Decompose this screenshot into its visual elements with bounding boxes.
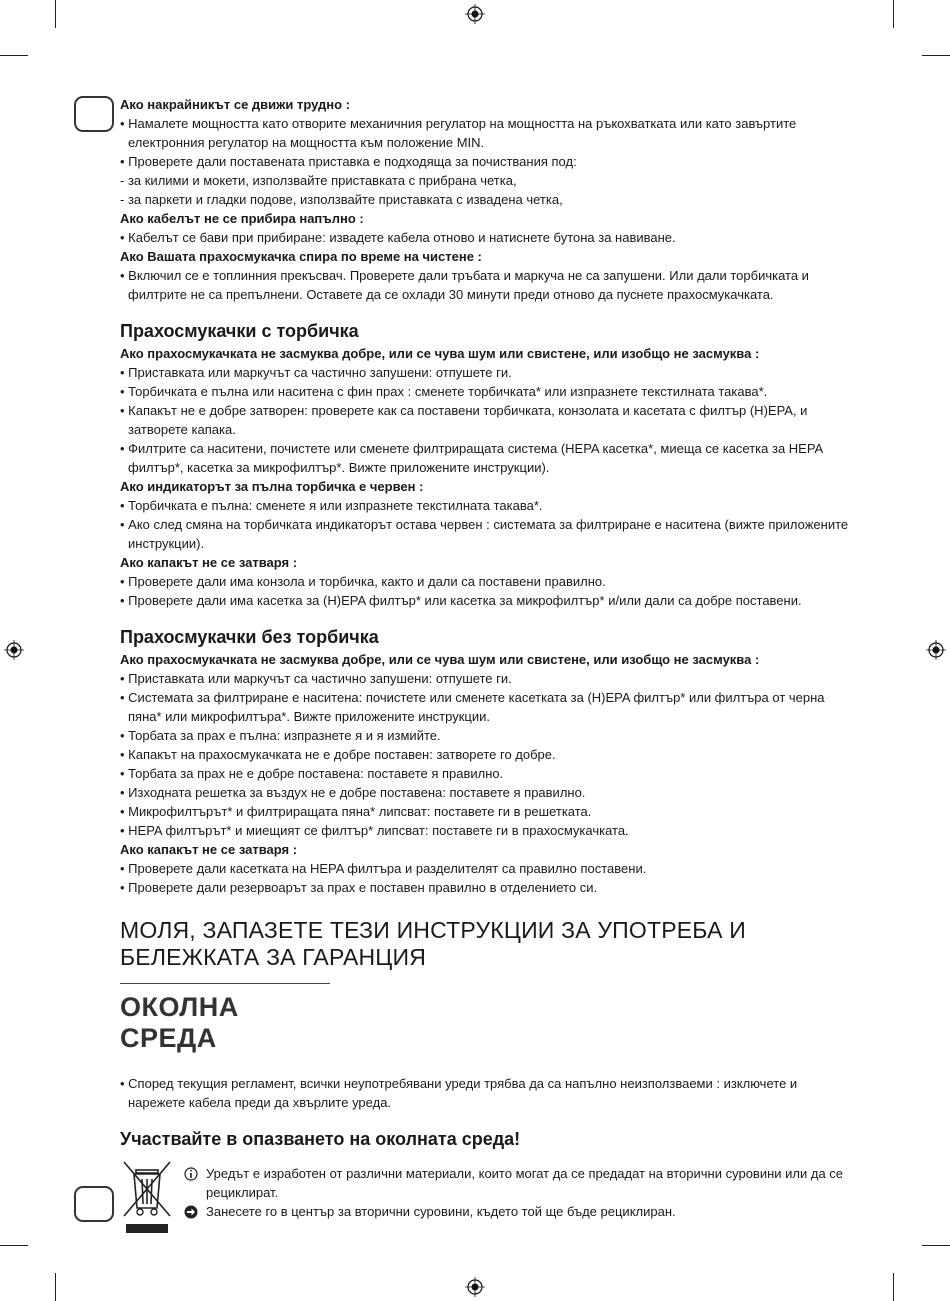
list-item: • Включил се е топлинния прекъсвач. Проверете дали тръбата и маркуча не са запушени. Или дали торбичката и филтрите не са препълнени. Оставете да се охлади 30 минути преди отново да пуснете прахосмукачката. [120,268,809,302]
list-item: • Проверете дали резервоарът за прах е поставен правилно в отделението си. [120,880,598,895]
list-item: • Микрофилтърът* и филтриращата пяна* липсват: поставете ги в решетката. [120,804,592,819]
subheading: Ако капакът не се затваря : [120,842,298,857]
subheading: Ако капакът не се затваря : [120,555,298,570]
intro-section [120,95,856,304]
info-icon [184,1167,198,1181]
crossed-bin-icon [120,1158,174,1236]
list-item: • Намалете мощността като отворите механичния регулатор на мощността на ръкохватката или като завъртите електронния регулатор на мощността към положение MIN. [120,116,797,150]
list-item: • Приставката или маркучът са частично запушени: отпушете ги. [120,671,512,686]
list-item: • Ако след смяна на торбичката индикаторът остава червен : системата за филтриране е наситена (вижте приложените инструкции). [120,517,849,551]
environment-subtitle: Участвайте в опазването на околната среда! [120,1129,521,1149]
list-item: • Кабелът се бави при прибиране: извадете кабела отново и натиснете бутона за навиване. [120,230,676,245]
list-item: • Проверете дали има касетка за (H)EPA филтър* или касетка за микрофилтър* и/или дали са добре поставени. [120,593,802,608]
crop-mark [55,1273,56,1301]
list-item: - за паркети и гладки подове, използвайте приставката с извадена четка, [120,192,563,207]
list-item: • Изходната решетка за въздух не е добре поставена: поставете я правилно. [120,785,586,800]
keep-instructions-notice: МОЛЯ, ЗАПАЗЕТЕ ТЕЗИ ИНСТРУКЦИИ ЗА УПОТРЕБА И БЕЛЕЖКАТА ЗА ГАРАНЦИЯ [120,917,746,970]
recycle-info-text: Уредът е изработен от различни материали, които могат да се предадат на вторични суровини или да се рециклират. [206,1166,844,1200]
list-item: • Торбата за прах е пълна: изпразнете я и я измийте. [120,728,441,743]
registration-mark-icon [4,640,24,660]
language-tab-box [74,96,114,132]
list-item: • Торбичката е пълна: сменете я или изпразнете текстилната такава*. [120,498,543,513]
list-item: • Проверете дали поставената приставка е подходяща за почиствания под: [120,154,577,169]
registration-mark-icon [465,1277,485,1297]
environment-text: • Според текущия регламент, всички неупотребявани уреди трябва да са напълно неизползваеми : изключете и нарежете кабела преди да хвърлите уреда. [120,1076,798,1110]
crop-mark [0,1245,28,1246]
recycle-text [184,1164,856,1221]
registration-mark-icon [926,640,946,660]
list-item: • Приставката или маркучът са частично запушени: отпушете ги. [120,365,512,380]
recycle-block [120,1158,856,1238]
crop-mark [922,55,950,56]
list-item: • Торбичката е пълна или наситена с фин прах : сменете торбичката* или изпразнете текстилната такава*. [120,384,768,399]
list-item: • Капакът не е добре затворен: проверете как са поставени торбичката, конзолата и касетата с филтър (H)EPA, и затворете капака. [120,403,808,437]
list-item: • Торбата за прах не е добре поставена: поставете я правилно. [120,766,504,781]
subheading: Ако накрайникът се движи трудно : [120,97,350,112]
recycle-arrow-line [184,1202,856,1221]
crop-mark [0,55,28,56]
bagless-section-title: Прахосмукачки без торбичка [120,627,379,647]
crop-mark [922,1245,950,1246]
list-item: • Филтрите са наситени, почистете или сменете филтриращата система (HEPA касетка*, миеща се касетка за HEPA филтър*, касетка за микрофилтър*. Вижте приложените инструкции). [120,441,823,475]
subheading: Ако прахосмукачката не засмуква добре, или се чува шум или свистене, или изобщо не засмуква : [120,652,760,667]
list-item: • Проверете дали има конзола и торбичка, както и дали са поставени правилно. [120,574,606,589]
bagless-section [120,650,856,897]
recycle-info-line [184,1164,856,1202]
recycle-arrow-text: Занесете го в център за вторични суровини, където той ще бъде рециклиран. [206,1204,676,1219]
subheading: Ако индикаторът за пълна торбичка е червен : [120,479,424,494]
language-tab-box [74,1186,114,1222]
arrow-right-icon [184,1205,198,1219]
crop-mark [893,0,894,28]
crop-mark [893,1273,894,1301]
bag-section [120,344,856,610]
registration-mark-icon [465,4,485,24]
list-item: • Проверете дали касетката на HEPA филтъра и разделителят са правилно поставени. [120,861,647,876]
list-item: • Системата за филтриране е наситена: почистете или сменете касетката за (H)EPA филтър* или филтъра от черна пяна* или микрофилтъра*. Вижте приложените инструкции. [120,690,825,724]
list-item: • Капакът на прахосмукачката не е добре поставен: затворете го добре. [120,747,556,762]
subheading: Ако кабелът не се прибира напълно : [120,211,364,226]
page-content [120,95,856,1238]
crop-mark [55,0,56,28]
list-item: - за килими и мокети, използвайте приставката с прибрана четка, [120,173,517,188]
list-item: • HEPA филтърът* и миещият се филтър* липсват: поставете ги в прахосмукачката. [120,823,629,838]
environment-title: ОКОЛНА СРЕДА [120,983,330,1054]
subheading: Ако Вашата прахосмукачка спира по време на чистене : [120,249,482,264]
bag-section-title: Прахосмукачки с торбичка [120,321,359,341]
subheading: Ако прахосмукачката не засмуква добре, или се чува шум или свистене, или изобщо не засмуква : [120,346,760,361]
